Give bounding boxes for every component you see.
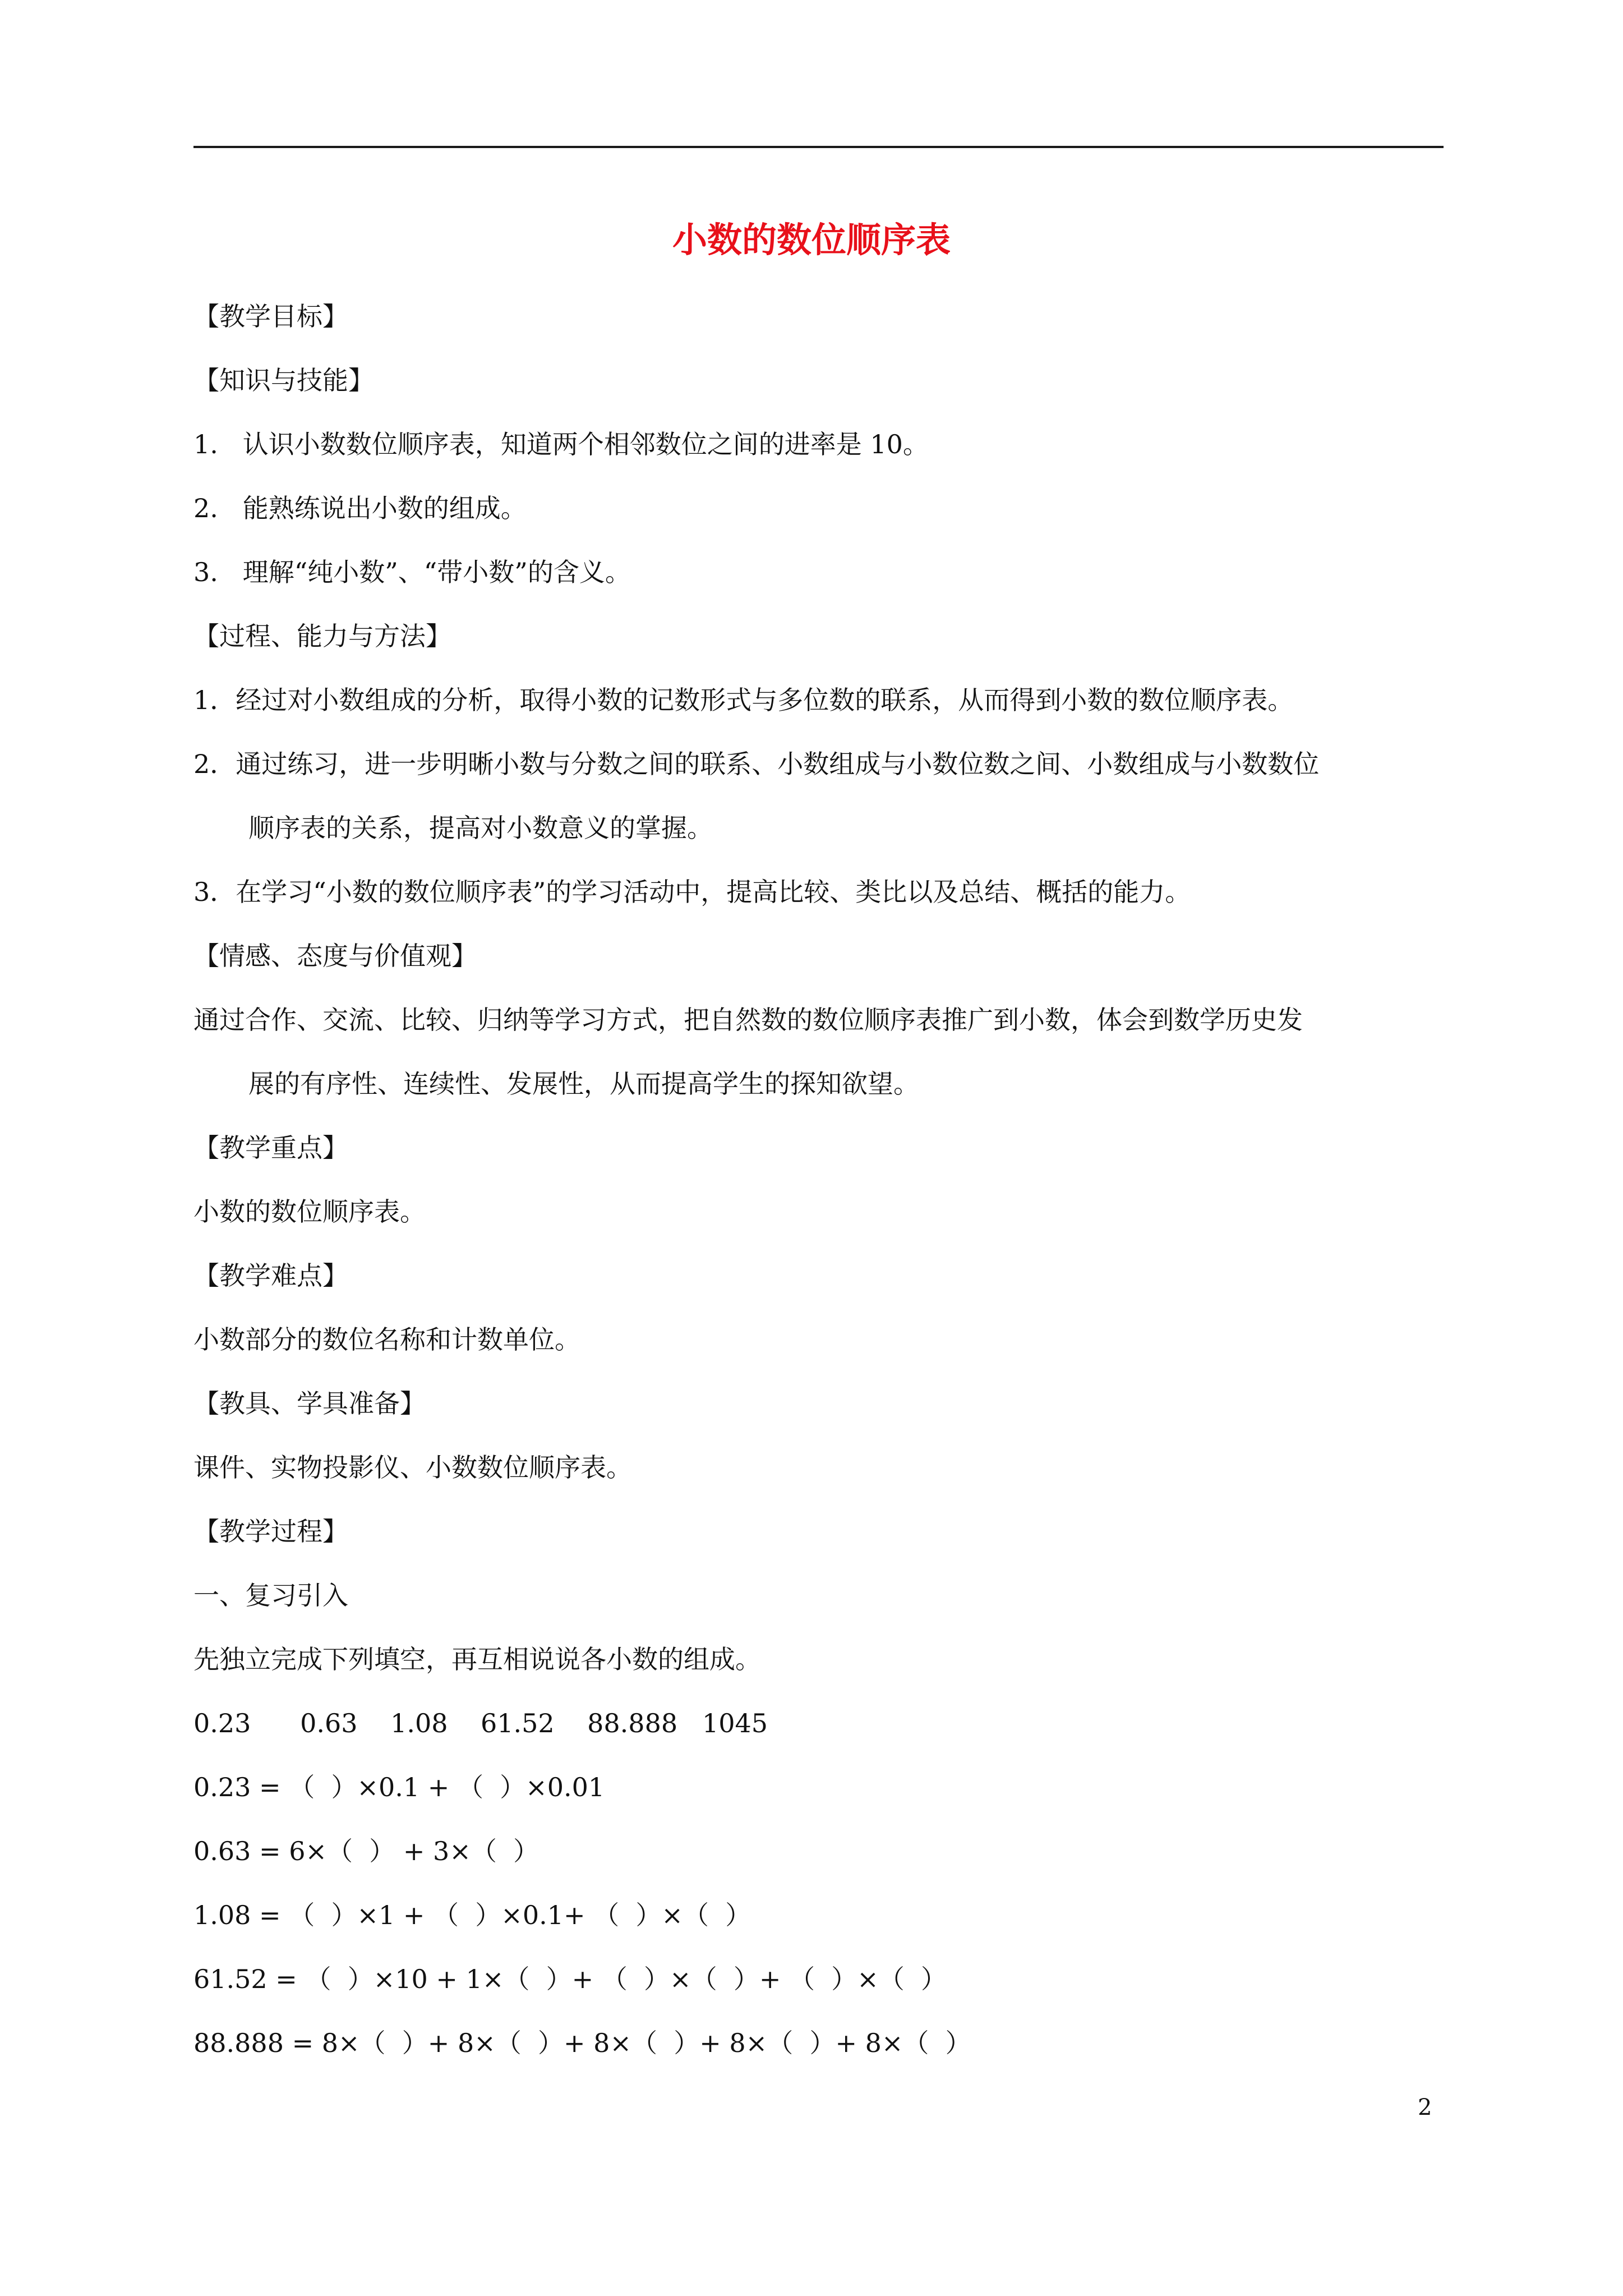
header-rule [193, 146, 1444, 148]
heading-teaching-process: 【教学过程】 [193, 1516, 348, 1547]
heading-process-methods: 【过程、能力与方法】 [193, 621, 451, 651]
heading-teaching-aids: 【教具、学具准备】 [193, 1388, 426, 1419]
fill-in-88-888: 88.888 = 8×（ ）+ 8×（ ）+ 8×（ ）+ 8×（ ）+ 8×（ ） [193, 2028, 971, 2058]
teaching-aids-text: 课件、实物投影仪、小数数位顺序表。 [193, 1452, 632, 1483]
key-points-text: 小数的数位顺序表。 [193, 1197, 426, 1227]
decimal-number-list: 0.23 0.63 1.08 61.52 88.888 1045 [193, 1708, 768, 1738]
page-number: 2 [1418, 2095, 1432, 2120]
process-item-1: 1．经过对小数组成的分析，取得小数的记数形式与多位数的联系，从而得到小数的数位顺序表。 [193, 685, 1294, 715]
knowledge-item-3: 3. 理解“纯小数”、“带小数”的含义。 [193, 557, 631, 587]
heading-knowledge-skills: 【知识与技能】 [193, 365, 374, 395]
difficulties-text: 小数部分的数位名称和计数单位。 [193, 1324, 580, 1355]
fill-in-61-52: 61.52 = （ ）×10 + 1×（ ）+ （ ）×（ ）+ （ ）×（ ） [193, 1964, 947, 1994]
document-title: 小数的数位顺序表 [672, 219, 951, 260]
process-item-2-continued: 顺序表的关系，提高对小数意义的掌握。 [248, 813, 713, 843]
process-item-3: 3．在学习“小数的数位顺序表”的学习活动中，提高比较、类比以及总结、概括的能力。 [193, 877, 1191, 907]
knowledge-item-2: 2. 能熟练说出小数的组成。 [193, 493, 527, 523]
heading-key-points: 【教学重点】 [193, 1133, 348, 1163]
fill-in-1-08: 1.08 = （ ）×1 + （ ）×0.1+ （ ）×（ ） [193, 1900, 751, 1930]
heading-teaching-goals: 【教学目标】 [193, 301, 348, 332]
heading-difficulties: 【教学难点】 [193, 1260, 348, 1291]
instruction-text: 先独立完成下列填空，再互相说说各小数的组成。 [193, 1644, 761, 1674]
fill-in-0-63: 0.63 = 6×（ ） + 3×（ ） [193, 1836, 540, 1866]
emotion-paragraph: 通过合作、交流、比较、归纳等学习方式，把自然数的数位顺序表推广到小数，体会到数学历史发 [193, 1005, 1303, 1035]
fill-in-0-23: 0.23 = （ ）×0.1 + （ ）×0.01 [193, 1772, 605, 1802]
knowledge-item-1: 1. 认识小数数位顺序表，知道两个相邻数位之间的进率是 10。 [193, 429, 929, 459]
emotion-paragraph-continued: 展的有序性、连续性、发展性，从而提高学生的探知欲望。 [248, 1069, 919, 1099]
process-item-2: 2．通过练习，进一步明晰小数与分数之间的联系、小数组成与小数位数之间、小数组成与小数数位 [193, 749, 1320, 779]
section-review-intro: 一、复习引入 [193, 1580, 348, 1611]
heading-emotion-values: 【情感、态度与价值观】 [193, 941, 477, 971]
